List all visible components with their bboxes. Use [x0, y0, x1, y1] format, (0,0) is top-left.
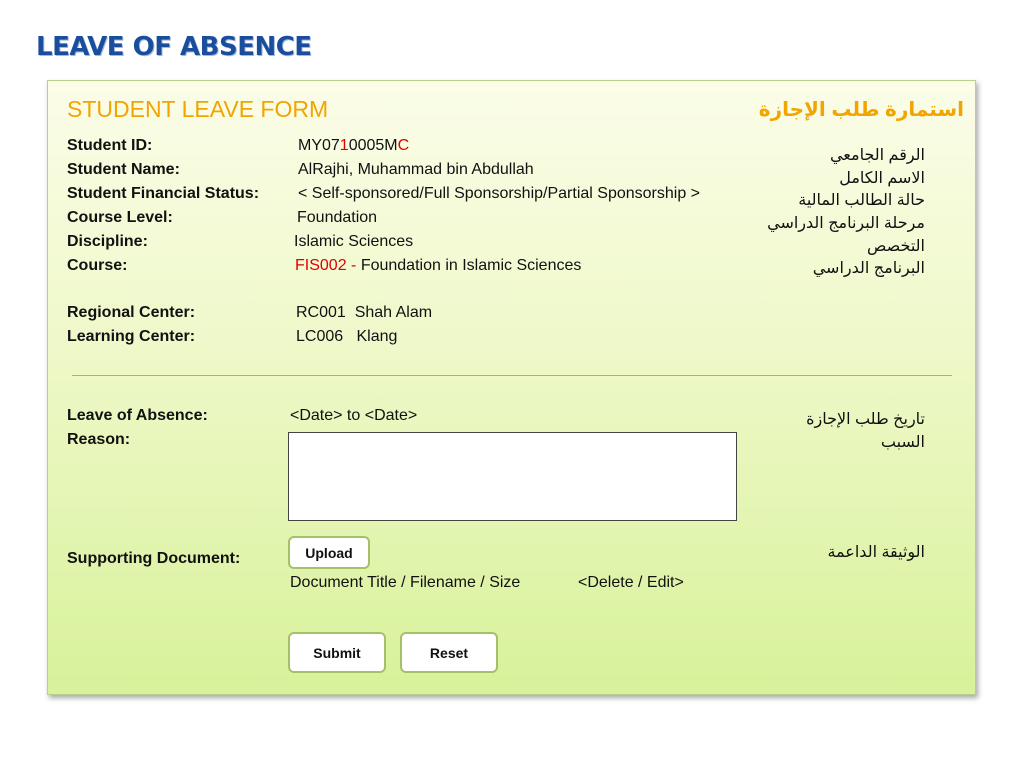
discipline-value: Islamic Sciences: [294, 233, 414, 250]
student-id-label-arabic: الرقم الجامعي: [829, 147, 925, 164]
student-id-part4: C: [397, 137, 410, 154]
learning-center-value: LC006 Klang: [296, 328, 398, 345]
reason-label: Reason:: [67, 431, 131, 448]
financial-status-value[interactable]: < Self-sponsored/Full Sponsorship/Partial Sponsorship >: [298, 185, 700, 202]
reset-button[interactable]: Reset: [400, 632, 498, 673]
document-file-info: Document Title / Filename / Size: [290, 574, 521, 591]
student-leave-form-panel: [47, 80, 976, 695]
course-value: [295, 257, 581, 275]
form-title: STUDENT LEAVE FORM: [67, 96, 329, 122]
financial-status-label-arabic: حالة الطالب المالية: [798, 192, 925, 209]
course-level-value: Foundation: [297, 209, 378, 226]
regional-center-value: RC001 Shah Alam: [296, 304, 433, 321]
discipline-label-arabic: التخصص: [867, 238, 925, 255]
reason-label-arabic: السبب: [880, 434, 925, 451]
course-label: Course:: [67, 257, 128, 274]
course-level-label: Course Level:: [67, 209, 173, 226]
reason-textarea[interactable]: [288, 432, 737, 521]
student-id-label: Student ID:: [67, 137, 153, 154]
financial-status-label: Student Financial Status:: [67, 185, 260, 202]
discipline-label: Discipline:: [67, 233, 148, 250]
student-name-value: AlRajhi, Muhammad bin Abdullah: [298, 161, 534, 178]
section-divider: [72, 375, 952, 376]
page-title: LEAVE OF ABSENCE: [36, 32, 312, 62]
document-file-actions[interactable]: <Delete / Edit>: [578, 574, 684, 591]
supporting-document-label-arabic: الوثيقة الداعمة: [827, 544, 925, 561]
supporting-document-label: Supporting Document:: [67, 550, 241, 567]
course-label-arabic: البرنامج الدراسي: [812, 260, 925, 277]
course-code: FIS002 -: [295, 257, 357, 274]
leave-date-range[interactable]: <Date> to <Date>: [290, 407, 418, 424]
submit-button[interactable]: Submit: [288, 632, 386, 673]
student-id-value: [298, 137, 409, 155]
course-level-label-arabic: مرحلة البرنامج الدراسي: [767, 215, 925, 232]
student-name-label-arabic: الاسم الكامل: [839, 170, 925, 187]
regional-center-label: Regional Center:: [67, 304, 196, 321]
student-id-part3: 0005M: [348, 137, 398, 154]
student-id-part2: 1: [339, 137, 349, 154]
student-name-label: Student Name:: [67, 161, 180, 178]
learning-center-label: Learning Center:: [67, 328, 196, 345]
form-title-arabic: استمارة طلب الإجازة: [758, 99, 964, 121]
upload-button[interactable]: Upload: [288, 536, 370, 569]
course-name: Foundation in Islamic Sciences: [360, 257, 582, 274]
leave-of-absence-label-arabic: تاريخ طلب الإجازة: [806, 411, 925, 428]
student-id-part1: MY07: [298, 137, 340, 154]
leave-of-absence-label: Leave of Absence:: [67, 407, 208, 424]
